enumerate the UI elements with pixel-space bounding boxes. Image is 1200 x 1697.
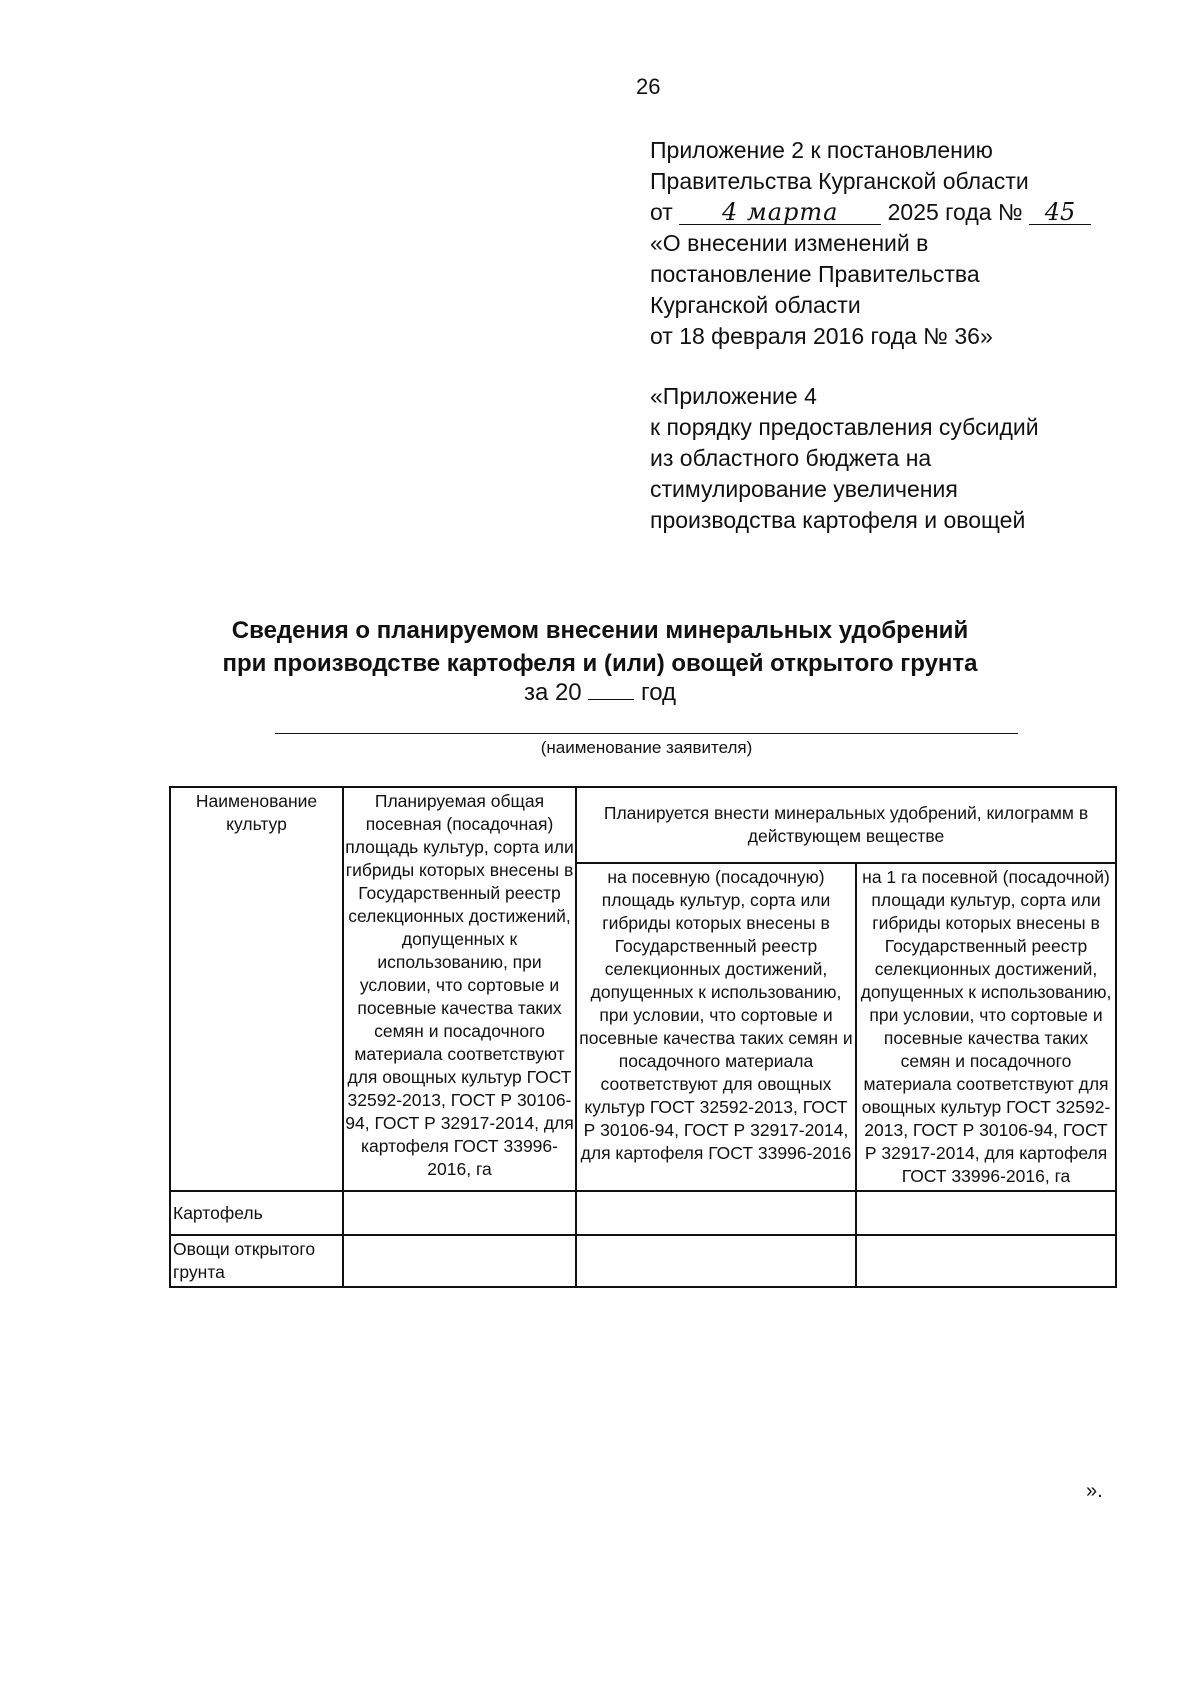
year-prefix: за 20 — [523, 679, 582, 706]
annex-line: производства картофеля и овощей — [650, 507, 1026, 533]
table-row — [170, 1235, 1116, 1287]
table-row — [170, 1191, 1116, 1235]
applicant-caption: (наименование заявителя) — [540, 738, 753, 757]
annex-line: постановление Правительства — [650, 261, 980, 287]
applicant-name-line — [275, 733, 1018, 734]
table-cell — [856, 1191, 1116, 1235]
table-cell — [343, 1191, 576, 1235]
title-line: при производстве картофеля и (или) овощей открытого грунта — [222, 650, 978, 677]
date-prefix: от — [650, 199, 673, 225]
annex-line: от 18 февраля 2016 года № 36» — [650, 323, 993, 349]
title-line: Сведения о планируемом внесении минеральных удобрений — [231, 617, 969, 644]
annex-line: Приложение 2 к постановлению — [650, 137, 993, 163]
page-number: 26 — [636, 74, 661, 99]
year-suffix: год — [641, 679, 677, 706]
annex-line: к порядку предоставления субсидий — [650, 414, 1039, 440]
document-title — [160, 614, 1040, 680]
year-blank — [588, 699, 634, 700]
header-per-hectare-fertilizer: на 1 га посевной (посадочной) площади культур, сорта или гибриды которых внесены в Государственный реестр селекционных достижений, допущенных к использованию, при условии, что сортовые и посевные качества таких семян и посадочного материала соответствуют для овощных культур ГОСТ 32592-2013, ГОСТ Р 30106-94, ГОСТ Р 32917-2014, для картофеля ГОСТ 33996-2016, га — [856, 863, 1116, 1191]
annex-line: стимулирование увеличения — [650, 476, 958, 502]
annex-4-header — [650, 381, 1150, 536]
header-planned-area: Планируемая общая посевная (посадочная) площадь культур, сорта или гибриды которых внесены в Государственный реестр селекционных достижений, допущенных к использованию, при условии, что сортовые и посевные качества таких семян и посадочного материала соответствуют для овощных культур ГОСТ 32592-2013, ГОСТ Р 30106-94, ГОСТ Р 32917-2014, для картофеля ГОСТ 33996-2016, га — [343, 787, 576, 1191]
table-cell — [576, 1191, 856, 1235]
table-header-row — [170, 787, 1116, 863]
annex-line: Курганской области — [650, 292, 861, 318]
annex-date-line — [650, 197, 1150, 228]
annex-line: Правительства Курганской области — [650, 168, 1029, 194]
row-label-potatoes: Картофель — [170, 1191, 343, 1235]
row-label-vegetables: Овощи открытого грунта — [170, 1235, 343, 1287]
report-year-line — [160, 679, 1040, 707]
annex-line: из областного бюджета на — [650, 445, 932, 471]
fertilizer-table — [169, 786, 1117, 1288]
annex-header — [650, 135, 1150, 352]
annex-line: «О внесении изменений в — [650, 230, 929, 256]
header-crops: Наименование культур — [170, 787, 343, 1191]
closing-quote: ». — [1086, 1480, 1103, 1502]
annex-line: «Приложение 4 — [650, 383, 817, 409]
header-total-area-fertilizer: на посевную (посадочную) площадь культур, сорта или гибриды которых внесены в Государственный реестр селекционных достижений, допущенных к использованию, при условии, что сортовые и посевные качества таких семян и посадочного материала соответствуют для овощных культур ГОСТ 32592-2013, ГОСТ Р 30106-94, ГОСТ Р 32917-2014, для картофеля ГОСТ 33996-2016 — [576, 863, 856, 1191]
table-cell — [856, 1235, 1116, 1287]
table-cell — [576, 1235, 856, 1287]
table-cell — [343, 1235, 576, 1287]
handwritten-number: 45 — [1029, 200, 1091, 225]
header-fertilizer-group: Планируется внести минеральных удобрений, килограмм в действующем веществе — [576, 787, 1116, 863]
year-text: 2025 года № — [887, 199, 1023, 225]
handwritten-date: 4 марта — [679, 200, 881, 225]
